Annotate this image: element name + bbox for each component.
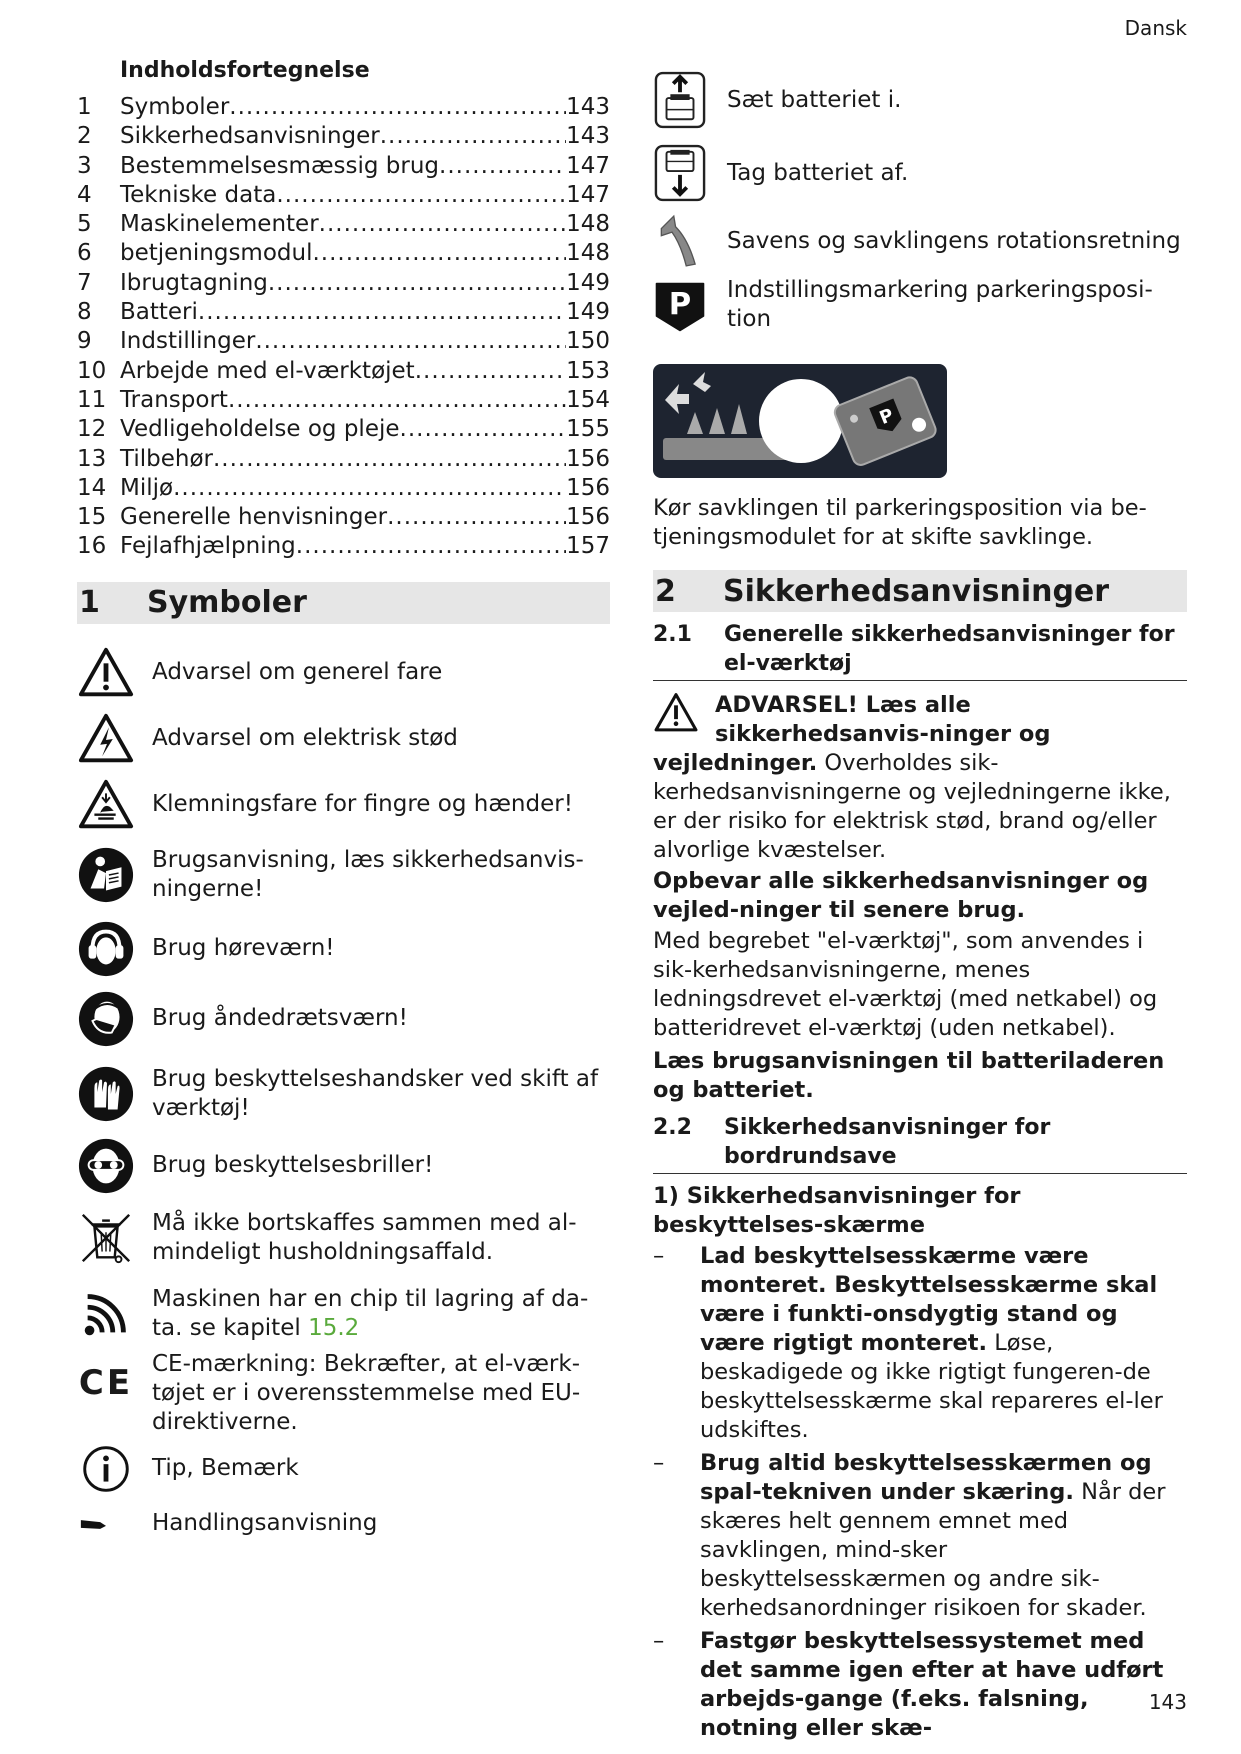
respirator-icon xyxy=(77,990,135,1048)
page-number: 143 xyxy=(1148,1690,1187,1714)
toc-row[interactable] xyxy=(77,239,610,268)
toc-entry: Tilbehør xyxy=(120,445,213,472)
toc-page: 148 xyxy=(566,211,610,238)
symbol-rotation xyxy=(653,210,1187,272)
toc-page: 153 xyxy=(566,357,610,384)
toc-entry: Bestemmelsesmæssig brug xyxy=(120,152,440,179)
toc-number: 14 xyxy=(77,474,107,501)
toc-entry: Symboler xyxy=(120,94,230,120)
toc-entry: Vedligeholdelse og pleje xyxy=(120,416,400,443)
symbol-disposal xyxy=(77,1197,610,1279)
toc-entry: Arbejde med el-værktøjet xyxy=(120,357,415,384)
toc-number: 8 xyxy=(77,299,92,326)
list-text: Brug altid beskyttelsesskærmen og spal-tekniven under skæring. Når der skæres helt gennem emnet med savklingen, mind-sker beskyttelsesskærmen og andre sik-kerhedsanordninger risikoen for skader. xyxy=(700,1450,1166,1621)
toc-leader xyxy=(439,152,566,181)
toc-row[interactable] xyxy=(77,181,610,210)
toc-number: 6 xyxy=(77,240,92,267)
svg-text:P: P xyxy=(668,287,692,323)
read-manual-icon xyxy=(77,846,135,904)
toc-row[interactable] xyxy=(77,93,610,122)
toc-number: 4 xyxy=(77,181,92,208)
toc-leader xyxy=(213,445,566,474)
symbol-text: Brug beskyttelseshandsker ved skift af værktøj! xyxy=(152,1065,599,1121)
toc-row[interactable] xyxy=(77,445,610,474)
saw-blade-illustration xyxy=(653,364,947,478)
toc-leader xyxy=(276,181,566,210)
symbol-goggles xyxy=(77,1135,610,1197)
symbol-text: Advarsel om generel fare xyxy=(152,659,443,686)
toc-number: 7 xyxy=(77,269,92,296)
subsection-2-2-heading: 2.2 Sikkerhedsanvisninger for bordrundsave xyxy=(653,1113,1187,1174)
toc-row[interactable] xyxy=(77,474,610,503)
toc-row[interactable] xyxy=(77,152,610,181)
toc-entry: Sikkerhedsanvisninger xyxy=(120,123,380,150)
section-title: Sikkerhedsanvisninger xyxy=(723,573,1110,609)
list-dash: – xyxy=(653,1628,665,1654)
symbol-list xyxy=(77,640,610,1549)
list-dash: – xyxy=(653,1450,665,1476)
goggles-icon xyxy=(77,1137,135,1195)
toc-list xyxy=(77,93,610,562)
right-column xyxy=(653,64,1187,1743)
warning-paragraph: ADVARSEL! Læs alle sikkerhedsanvis-ninger og vejledninger. Overholdes sik-kerhedsanvisningerne og vejledningerne ikke, er der risiko for elektrisk stød, brand og/eller alvorlige kvæstelser. xyxy=(653,692,1171,863)
symbol-pinch xyxy=(77,772,610,838)
toc-page: 147 xyxy=(566,152,610,179)
symbol-text: Må ikke bortskaffes sammen med al-mindeligt husholdningsaffald. xyxy=(152,1209,577,1265)
toc-page: 148 xyxy=(566,240,610,267)
toc-leader xyxy=(380,122,566,151)
list-text: Lad beskyttelsesskærme være monteret. Beskyttelsesskærme skal være i funkti-onsdygtig stand og være rigtigt monteret. Løse, beskadigede og ikke rigtigt fungeren-de beskyttelsesskærme skal repareres el-ler udskiftes. xyxy=(700,1243,1163,1443)
symbol-electric-shock xyxy=(77,706,610,772)
toc-entry: betjeningsmodul xyxy=(120,240,313,267)
toc-number: 9 xyxy=(77,328,92,355)
hand-pinch-icon xyxy=(77,776,135,834)
toc-number: 3 xyxy=(77,152,92,179)
symbol-text: Indstillingsmarkering parkeringsposi-tion xyxy=(727,277,1153,332)
section-2-heading xyxy=(653,570,1187,612)
symbol-text: Advarsel om elektrisk stød xyxy=(152,725,458,752)
toc-row[interactable] xyxy=(77,503,610,532)
toc-leader xyxy=(198,298,566,327)
toc-row[interactable] xyxy=(77,386,610,415)
left-column xyxy=(77,58,610,1549)
electric-shock-icon xyxy=(77,710,135,768)
battery-insert-icon xyxy=(653,71,707,129)
info-icon xyxy=(77,1440,135,1498)
symbol-gloves xyxy=(77,1053,610,1135)
symbol-text: Klemningsfare for fingre og hænder! xyxy=(152,791,573,818)
toc-leader xyxy=(319,210,566,239)
warning-triangle-icon xyxy=(77,644,135,702)
gloves-icon xyxy=(77,1065,135,1123)
symbol-text: Brug åndedrætsværn! xyxy=(152,1005,408,1032)
toc-page: 147 xyxy=(566,181,610,208)
toc-entry: Miljø xyxy=(120,474,174,501)
toc-page: 143 xyxy=(566,123,610,150)
toc-number: 13 xyxy=(77,445,107,472)
toc-entry: Maskinelementer xyxy=(120,211,319,238)
svg-text:P: P xyxy=(876,404,897,430)
toc-page: 155 xyxy=(566,416,610,443)
toc-number: 11 xyxy=(77,386,107,413)
toc-row[interactable] xyxy=(77,298,610,327)
symbol-text: Sæt batteriet i. xyxy=(727,86,902,113)
symbol-text: Tip, Bemærk xyxy=(152,1455,299,1482)
read-manual-paragraph: Læs brugsanvisningen til batteriladeren og batteriet. xyxy=(653,1048,1165,1103)
toc-leader xyxy=(415,357,566,386)
ce-mark-icon: CE xyxy=(78,1363,134,1404)
list-item xyxy=(653,1242,1187,1445)
toc-row[interactable] xyxy=(77,210,610,239)
symbol-respirator xyxy=(77,985,610,1053)
toc-row[interactable] xyxy=(77,415,610,444)
toc-number: 1 xyxy=(77,94,92,120)
parking-caption: Kør savklingen til parkeringsposition via be-tjeningsmodulet for at skifte savklinge. xyxy=(653,495,1147,550)
toc-number: 2 xyxy=(77,123,92,150)
list-text: Fastgør beskyttelsessystemet med det samme igen efter at have udført arbejds-gange (f.eks. falsning, notning eller skæ- xyxy=(700,1628,1164,1741)
toc-title: Indholdsfortegnelse xyxy=(120,58,370,83)
section-1-heading xyxy=(77,582,610,624)
guards-heading: 1) Sikkerhedsanvisninger for beskyttelses-skærme xyxy=(653,1183,1021,1238)
chapter-link[interactable]: 15.2 xyxy=(308,1314,360,1341)
list-item xyxy=(653,1627,1187,1743)
toc-leader xyxy=(268,269,566,298)
parking-shield-icon xyxy=(653,278,707,336)
rfid-signal-icon xyxy=(77,1285,135,1343)
toc-page: 150 xyxy=(566,328,610,355)
toc-leader xyxy=(173,474,566,503)
symbol-general-danger xyxy=(77,640,610,706)
section-title: Symboler xyxy=(147,585,307,621)
language-label: Dansk xyxy=(1124,16,1187,40)
toc-leader xyxy=(296,532,566,561)
symbol-ear-protection xyxy=(77,913,610,985)
toc-entry: Tekniske data xyxy=(120,181,277,208)
symbol-text: Brug beskyttelsesbriller! xyxy=(152,1152,434,1179)
symbol-ce xyxy=(77,1349,610,1439)
warning-triangle-icon xyxy=(653,691,701,737)
toc-page: 156 xyxy=(566,445,610,472)
toc-entry: Fejlafhjælpning xyxy=(120,533,296,560)
toc-number: 15 xyxy=(77,504,107,531)
symbol-text: Brugsanvisning, læs sikkerhedsanvis-ningerne! xyxy=(152,847,584,903)
toc-page: 154 xyxy=(566,386,610,413)
symbol-insert-battery xyxy=(653,64,1187,136)
symbol-parking xyxy=(653,272,1187,352)
toc-page: 157 xyxy=(566,533,610,560)
keep-instructions: Opbevar alle sikkerhedsanvisninger og vejled-ninger til senere brug. xyxy=(653,868,1149,923)
ear-protection-icon xyxy=(77,920,135,978)
guards-list xyxy=(653,1242,1187,1743)
crossed-bin-icon xyxy=(77,1209,135,1267)
symbol-text: Tag batteriet af. xyxy=(727,159,909,186)
toc-entry: Transport xyxy=(120,386,228,413)
toc-entry: Generelle henvisninger xyxy=(120,504,388,531)
symbol-text: Maskinen har en chip til lagring af da-ta. se kapitel 15.2 xyxy=(152,1285,589,1341)
symbol-text: Handlingsanvisning xyxy=(152,1510,378,1537)
toc-page: 156 xyxy=(566,504,610,531)
symbol-text: Brug høreværn! xyxy=(152,935,335,962)
symbol-tip xyxy=(77,1439,610,1499)
symbol-action xyxy=(77,1499,610,1549)
toc-row[interactable] xyxy=(77,532,610,561)
toc-leader xyxy=(400,415,567,444)
symbol-remove-battery xyxy=(653,136,1187,210)
rotation-arrow-icon xyxy=(653,213,707,269)
toc-page: 143 xyxy=(566,94,610,120)
toc-row[interactable] xyxy=(77,269,610,298)
parking-illustration xyxy=(653,364,947,478)
definition-paragraph: Med begrebet "el-værktøj", som anvendes i sik-kerhedsanvisningerne, menes ledningsdrevet el-værktøj (med netkabel) og batteridrevet el-værktøj (uden netkabel). xyxy=(653,928,1158,1041)
symbol-chip xyxy=(77,1279,610,1349)
list-dash: – xyxy=(653,1243,665,1269)
list-item xyxy=(653,1449,1187,1623)
toc-leader xyxy=(229,93,566,122)
toc-leader xyxy=(255,327,566,356)
battery-remove-icon xyxy=(653,144,707,202)
toc-entry: Batteri xyxy=(120,299,198,326)
toc-page: 149 xyxy=(566,299,610,326)
toc-number: 16 xyxy=(77,533,107,560)
toc-leader xyxy=(312,239,566,268)
toc-page: 149 xyxy=(566,269,610,296)
symbol-manual xyxy=(77,838,610,913)
subsection-2-1-heading: 2.1 Generelle sikkerhedsanvisninger for el-værktøj xyxy=(653,620,1187,681)
toc-entry: Ibrugtagning xyxy=(120,269,268,296)
action-arrow-icon xyxy=(77,1495,135,1553)
toc-leader xyxy=(228,386,566,415)
symbol-text: CE-mærkning: Bekræfter, at el-værk-tøjet er i overensstemmelse med EU-direktiverne. xyxy=(152,1351,581,1436)
toc-leader xyxy=(387,503,566,532)
toc-number: 10 xyxy=(77,357,107,384)
toc-row[interactable] xyxy=(77,327,610,356)
toc-page: 156 xyxy=(566,474,610,501)
toc-number: 12 xyxy=(77,416,107,443)
toc-row[interactable] xyxy=(77,122,610,151)
section-number: 2 xyxy=(655,573,676,609)
toc-number: 5 xyxy=(77,211,92,238)
toc-row[interactable] xyxy=(77,357,610,386)
toc-entry: Indstillinger xyxy=(120,328,256,355)
section-number: 1 xyxy=(79,585,100,621)
symbol-text: Savens og savklingens rotationsretning xyxy=(727,227,1181,254)
